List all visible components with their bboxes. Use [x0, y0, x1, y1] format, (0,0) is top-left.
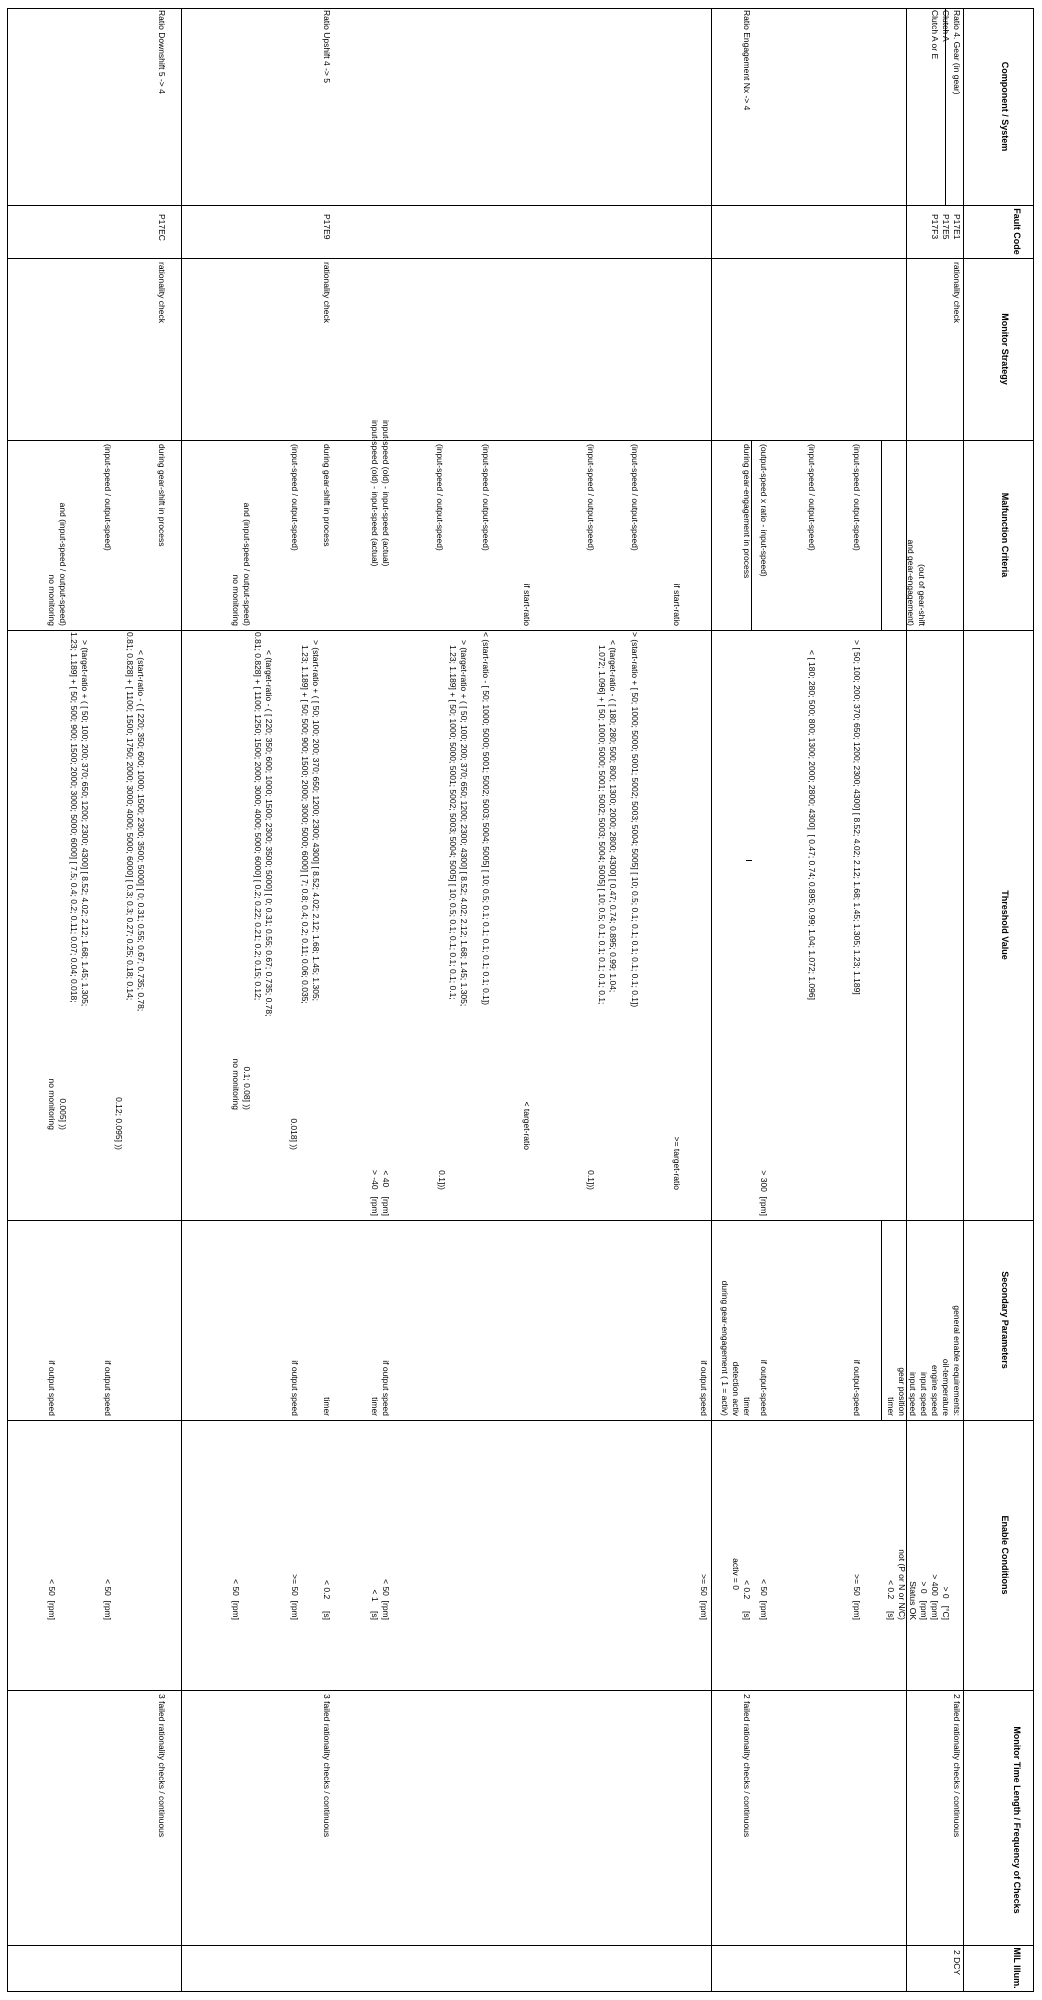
monitor-time-b3: 3 failed rationality checks / continuous — [322, 1694, 332, 1838]
threshold-b3-c2b: 0.81; 0.828] + [ 1100; 1250; 1500; 2000; 3000; 4000; 5000; 6000] [ 0.2; 0.22; 0.21; 0.2; 0.15; 0.12; — [253, 632, 263, 1001]
enable-b2-if2: < 50 [rpm] — [381, 1579, 391, 1620]
criteria-gear-engagement: and gear-engagement) — [906, 539, 916, 626]
threshold-b4-c2c: 0.005] )) — [58, 1098, 68, 1130]
component-ratio-engagement: Ratio Engagement Nx -> 4 — [742, 10, 752, 111]
threshold-b3-c2c: 0.1; 0.08] )) — [242, 1066, 252, 1110]
header-mil-text: MIL Illum. — [1012, 1947, 1022, 1989]
criteria-b2-c2: (input-speed / output-speed) — [586, 444, 596, 551]
threshold-b2-c1: > (start-ratio + [ 50; 1000; 5000; 5001; 5002; 5003; 5004; 5005] [ 10; 0.5; 0.1; 0.1; 0.1; 0.1; 0.1; 0.1]) — [630, 632, 640, 1008]
enable-gear-position-value: not (P or N or N/C) — [897, 1549, 907, 1620]
threshold-b3-c3: no monitoring — [231, 1058, 241, 1110]
secondary-input-speed-1: input speed — [919, 1372, 929, 1416]
component-clutch-a-or-e: Clutch A or E — [930, 10, 940, 60]
criteria-b4-c3: no monitoring — [47, 574, 57, 626]
table-border-header-bottom — [963, 8, 964, 1992]
column-divider-mil — [7, 1945, 1034, 1946]
enable-b2-activ: activ = 0 — [731, 1558, 741, 1590]
header-secondary-parameters: Secondary Parameters — [1000, 1271, 1010, 1369]
criteria-b2-if-start-1: if start-ratio — [672, 583, 682, 626]
header-monitor-strategy: Monitor Strategy — [1000, 313, 1010, 385]
secondary-oil-temperature: oil-temperature — [941, 1358, 951, 1416]
header-monitor-time-text: Monitor Time Length / Frequency of Checks — [1012, 1726, 1022, 1914]
secondary-general-enable: general enable requirements: — [952, 1305, 962, 1416]
column-divider-code — [7, 205, 1034, 206]
secondary-b2-if-output-1: if output speed — [699, 1360, 709, 1416]
component-ratio-upshift: Ratio Upshift 4 -> 5 — [322, 10, 332, 83]
header-fault-code-text: Fault Code — [1012, 208, 1022, 255]
enable-b4-if1: < 50 [rpm] — [103, 1579, 113, 1620]
criteria-b4-c2: and (input-speed / output-speed) — [58, 502, 68, 626]
secondary-gear-position: gear position — [897, 1367, 907, 1416]
threshold-b3-c1b: 1.23; 1.189] + [ 50; 500; 900; 1500; 2000; 3000; 5000; 6000] [ 7; 0.8; 0.4; 0.2; 0.11; 0.06; 0.035; — [300, 645, 310, 1004]
threshold-b3-c2a: < (target-ratio - ( [ 220; 350; 600; 1000; 1500; 2300; 3500; 5000] [ 0; 0.31; 0.55; 0.67; 0.735; 0.78; — [264, 650, 274, 1017]
threshold-b2-ge-target: >= target-ratio — [672, 1136, 682, 1190]
threshold-b4-c3: no monitoring — [47, 1078, 57, 1130]
header-monitor-time — [1011, 1700, 1022, 1940]
enable-b2-timer: < 0.2 [s] — [742, 1580, 752, 1620]
secondary-b1-if-output-2: if output-speed — [759, 1359, 769, 1416]
secondary-b2-timer: timer — [742, 1397, 752, 1416]
secondary-b4-if-output-1: if output speed — [103, 1360, 113, 1416]
monitor-time-b4: 3 failed rationality checks / continuous — [157, 1694, 167, 1838]
enable-input-speed-value: > 0 [rpm] — [919, 1581, 929, 1620]
secondary-b2-if-output-2: if output speed — [381, 1360, 391, 1416]
threshold-b3-c1c: 0.018] )) — [289, 1118, 299, 1150]
column-divider-strategy — [7, 258, 1034, 259]
strategy-rationality-3: rationality check — [322, 262, 332, 323]
secondary-b4-if-output-2: if output speed — [47, 1360, 57, 1416]
threshold-b4-c1b: 0.81; 0.828] + [ 1100; 1500; 1750; 2000; 3000; 4000; 5000; 6000] [ 0.3; 0.3; 0.27; 0.25; 0.18; 0.14; — [125, 632, 135, 1001]
header-component: Component / System — [1000, 61, 1010, 152]
enable-timer-value: < 0.2 [s] — [886, 1580, 896, 1620]
secondary-b2-detection: detection activ — [731, 1361, 741, 1416]
criteria-b2-c5: input-speed (old) - input-speed (actual) — [381, 420, 391, 567]
threshold-b2-lt-target: < target-ratio — [522, 1101, 532, 1150]
threshold-b1-1: > [ 50; 100; 200; 370; 650; 1200; 2300; 4300] [ 8.52; 4.02; 2.12; 1.68; 1.45; 1.305; 1.23; 1.189] — [852, 640, 862, 995]
threshold-b4-c1a: < (start-ratio - ( [ 220; 350; 600; 1000; 1500; 2300; 3500; 5000] [ 0; 0.31; 0.55; 0.67; 0.735; 0.78; — [136, 650, 146, 1012]
enable-b1-if1-value: >= 50 [rpm] — [852, 1574, 862, 1620]
header-mil — [1011, 1947, 1022, 1989]
threshold-b2-c4b: 1.23; 1.189] + [ 50; 1000; 5000; 5001; 5002; 5003; 5004; 5005] [ 10; 0.5; 0.1; 0.1; 0.1; 0.1; 0.1; — [448, 645, 458, 1000]
threshold-b4-c2b: 1.23; 1.189] + [ 50; 500; 900; 1500; 2000; 3000; 5000; 6000] [ 7.5; 0.4; 0.2; 0.11; 0.07; 0.04; 0.018; — [69, 632, 79, 1003]
threshold-b4-c1c: 0.12; 0.095] )) — [114, 1097, 124, 1150]
threshold-b2-c2a: < (target-ratio - ( [ 180; 280; 500; 800; 1300; 2000; 2800; 4300] [ 0.47; 0.74; 0.895; 0.99; 1.04; — [608, 640, 618, 993]
criteria-b2-if-start-2: if start-ratio — [522, 583, 532, 626]
table-border-left — [7, 8, 1034, 9]
criteria-b2-c1: (input-speed / output-speed) — [630, 444, 640, 551]
monitor-time-b1: 2 failed rationality checks / continuous — [952, 1694, 962, 1838]
table-border-bottom — [7, 8, 8, 1992]
sub-separator-bracket — [746, 860, 752, 861]
enable-b3-if2: < 50 [rpm] — [231, 1579, 241, 1620]
fault-code-p17e5: P17E5 — [941, 214, 951, 240]
secondary-b2-timer-2: timer — [370, 1397, 380, 1416]
secondary-b3-if-output: if output speed — [290, 1360, 300, 1416]
monitor-time-b2: 2 failed rationality checks / continuous — [742, 1694, 752, 1838]
strategy-rationality-4: rationality check — [157, 262, 167, 323]
enable-b1-if2-value: < 50 [rpm] — [759, 1579, 769, 1620]
secondary-timer-1: timer — [886, 1397, 896, 1416]
enable-status-ok: Status OK — [908, 1581, 918, 1620]
criteria-b3-c1: (input-speed / output-speed) — [290, 444, 300, 551]
secondary-b1-if-output-1: if output-speed — [852, 1359, 862, 1416]
criteria-b1-input-output-2: (input-speed / output-speed) — [807, 444, 817, 551]
secondary-input-speed-2: input speed — [908, 1372, 918, 1416]
row-separator-3 — [181, 8, 182, 1992]
threshold-b4-c2a: > (target-ratio + ( [ 50; 100; 200; 370; 650; 1200; 2300; 4300] [ 8.52; 4.02; 2.12; 1.68; 1.45; 1.305; — [80, 640, 90, 1007]
mil-2dcy: 2 DCY — [952, 1950, 962, 1976]
sub-separator-criteria-2 — [881, 440, 882, 630]
criteria-out-of-gear: (out of gear-shift — [917, 564, 927, 626]
secondary-engine-speed: engine speed — [930, 1364, 940, 1416]
component-ratio-downshift: Ratio Downshift 5 -> 4 — [157, 10, 167, 94]
fault-code-p17f3: P17F3 — [930, 214, 940, 240]
threshold-b2-c3: < (start-ratio - [ 50; 1000; 5000; 5001; 5002; 5003; 5004; 5005] [ 10; 0.5; 0.1; 0.1; 0.1; 0.1; 0.1; 0.1]) — [481, 632, 491, 1006]
strategy-rationality-1: rationality check — [952, 262, 962, 323]
threshold-b1-2: < [ 180; 280; 500; 800; 1300; 2000; 2800; 4300] [ 0.47; 0.74; 0.895; 0.99; 1.04; 1.072; 1.096] — [807, 650, 817, 1000]
threshold-b2-c4a: > (target-ratio + ( [ 50; 100; 200; 370; 650; 1200; 2300; 4300] [ 8.52; 4.02; 2.12; 1.68; 1.45; 1.305; — [459, 640, 469, 1007]
table-border-right — [7, 1991, 1034, 1992]
threshold-b2-c5: < 40 [rpm] — [381, 1170, 391, 1216]
table-border-top — [1033, 8, 1034, 1992]
row-separator-1 — [906, 8, 907, 1992]
column-divider-monitor — [7, 1690, 1034, 1691]
row-separator-2 — [711, 8, 712, 1992]
threshold-b2-c2c: 0.1])) — [586, 1170, 596, 1190]
criteria-b3-c2: and (input-speed / output-speed) — [242, 502, 252, 626]
secondary-b2-during-engagement: during gear-engagement ( 1 = activ) — [720, 1280, 730, 1416]
header-fault-code — [1011, 205, 1022, 258]
threshold-b3-c1a: > (start-ratio + ( [ 50; 100; 200; 370; 650; 1200; 2300; 4300] [ 8.52; 4.02; 2.12; 1.68; 1.45; 1.305; — [311, 640, 321, 1002]
enable-b2-if1: >= 50 [rpm] — [699, 1574, 709, 1620]
column-divider-enable — [7, 1420, 1034, 1421]
threshold-b1-3: > 300 [rpm] — [759, 1170, 769, 1216]
criteria-b1-output-ratio: (output-speed x ratio - input-speed) — [759, 444, 769, 577]
criteria-b3-c3: no monitoring — [231, 574, 241, 626]
threshold-b2-c6: > -40 [rpm] — [370, 1169, 380, 1216]
header-malfunction-criteria: Malfunction Criteria — [1000, 492, 1010, 578]
enable-engine-speed-value: > 400 [rpm] — [930, 1574, 940, 1620]
criteria-b2-c3: (input-speed / output-speed) — [481, 444, 491, 551]
secondary-b3-timer: timer — [322, 1397, 332, 1416]
fault-code-p17e1: P17E1 — [952, 214, 962, 240]
criteria-b3-header: during gear-shift in process — [322, 444, 332, 547]
header-threshold-value: Threshold Value — [1000, 890, 1010, 960]
fault-code-p17ec: P17EC — [157, 214, 167, 241]
criteria-b2-c4: (input-speed / output-speed) — [435, 444, 445, 551]
enable-b2-if2-timer: < 1 [s] — [370, 1589, 380, 1620]
enable-oil-temp-value: > 0 [°C] — [941, 1586, 951, 1620]
column-divider-secondary — [7, 1220, 1034, 1221]
criteria-b1-input-output-1: (input-speed / output-speed) — [852, 444, 862, 551]
criteria-b4-header: during gear-shift in process — [157, 444, 167, 547]
enable-b4-if2: < 50 [rpm] — [47, 1579, 57, 1620]
component-ratio-4-gear: Ratio 4. Gear (in gear) — [952, 10, 962, 95]
header-enable-conditions: Enable Conditions — [1000, 1515, 1010, 1595]
enable-b3-timer: < 0.2 [s] — [322, 1580, 332, 1620]
component-clutch-a: Clutch A — [941, 10, 951, 42]
criteria-b2-c6: input-speed (old) - input-speed (actual) — [370, 420, 380, 567]
criteria-b4-c1: (input-speed / output-speed) — [103, 444, 113, 551]
threshold-b2-c4c: 0.1])) — [437, 1170, 447, 1190]
criteria-b2-header: during gear-engagement in process — [742, 444, 752, 579]
threshold-b2-c2b: 1.072; 1.096] + [ 50; 1000; 5000; 5001; 5002; 5003; 5004; 5005] [ 10; 0.5; 0.1; 0.1; 0.1; 0.1; 0.1; — [597, 645, 607, 1005]
fault-code-p17e9: P17E9 — [322, 214, 332, 240]
enable-b3-if1: >= 50 [rpm] — [290, 1574, 300, 1620]
sub-separator-secondary — [881, 1220, 882, 1420]
